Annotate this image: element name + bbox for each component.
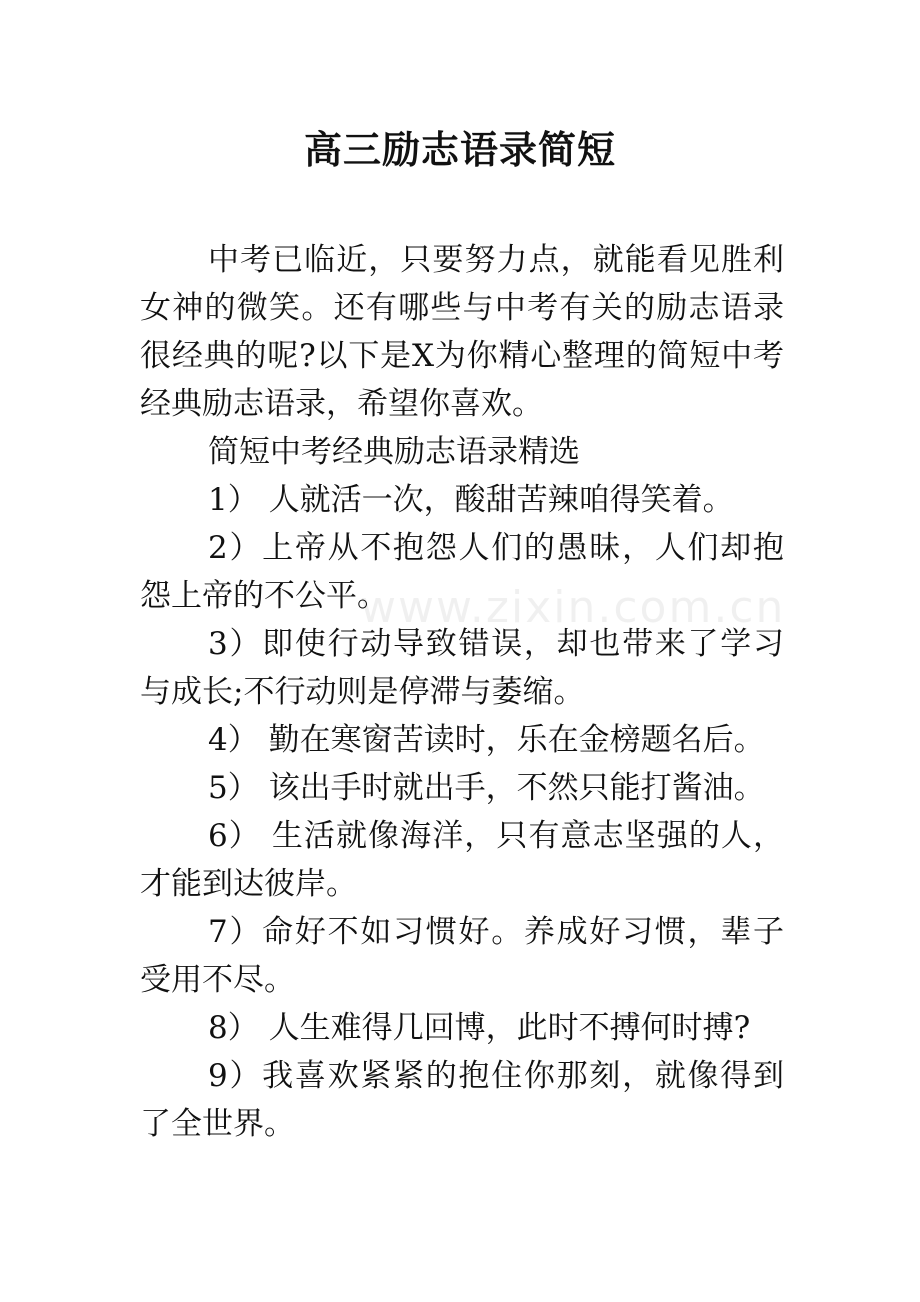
watermark: www.zixin.com.cn [360,582,786,633]
quote-item-3: 3）即使行动导致错误，却也带来了学习与成长;不行动则是停滞与萎缩。 [140,626,784,710]
quote-item-9: 9）我喜欢紧紧的抱住你那刻，就像得到了全世界。 [140,1058,784,1142]
quote-item-6: 6） 生活就像海洋，只有意志坚强的人，才能到达彼岸。 [140,818,784,902]
quote-item-4: 4） 勤在寒窗苦读时，乐在金榜题名后。 [208,722,765,758]
quote-item-7: 7）命好不如习惯好。养成好习惯，辈子受用不尽。 [140,914,784,998]
quote-item-2: 2）上帝从不抱怨人们的愚昧，人们却抱怨上帝的不公平。 [140,530,784,614]
page-title: 高三励志语录简短 [303,128,616,172]
quote-item-1: 1） 人就活一次，酸甜苦辣咱得笑着。 [208,482,734,518]
section-heading: 简短中考经典励志语录精选 [208,434,580,470]
intro-paragraph: 中考已临近，只要努力点，就能看见胜利女神的微笑。还有哪些与中考有关的励志语录很经典的呢?以下是X为你精心整理的简短中考经典励志语录，希望你喜欢。 [140,242,784,422]
quote-item-8: 8） 人生难得几回博，此时不搏何时搏? [208,1010,751,1046]
quote-item-5: 5） 该出手时就出手，不然只能打酱油。 [208,770,765,806]
document-body [140,236,784,1148]
